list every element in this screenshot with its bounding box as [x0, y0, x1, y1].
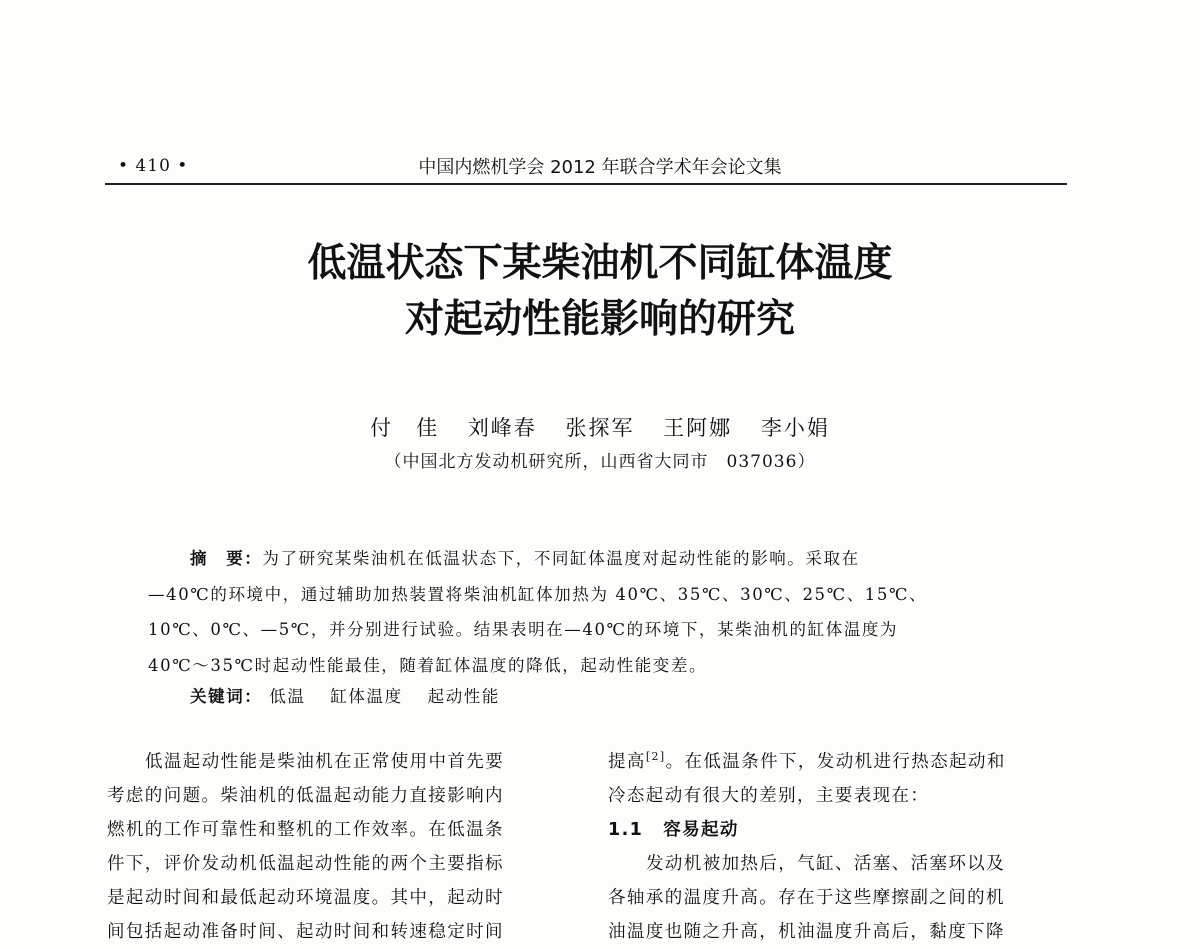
title-line-1: 低温状态下某柴油机不同缸体温度	[307, 241, 893, 286]
body-line: 油温度也随之升高，机油温度升高后，黏度下降	[608, 922, 1005, 942]
abstract-line: 10℃、0℃、—5℃，并分别进行试验。结果表明在—40℃的环境下，某柴油机的缸体温度为	[148, 620, 899, 639]
keywords-label: 关键词：	[190, 687, 263, 706]
body-text: 提高	[608, 752, 646, 772]
citation-ref: [2]	[645, 750, 666, 764]
abstract	[148, 541, 1048, 683]
author: 王阿娜	[663, 416, 733, 440]
body-line: 件下，评价发动机低温起动性能的两个主要指标	[107, 854, 504, 874]
keywords	[190, 683, 518, 707]
body-line: 冷态起动有很大的差别，主要表现在：	[608, 786, 930, 806]
author: 张探军	[565, 416, 635, 440]
author-list	[0, 412, 1200, 442]
abstract-line	[148, 541, 1048, 577]
abstract-text: 为了研究某柴油机在低温状态下，不同缸体温度对起动性能的影响。采取在	[262, 549, 860, 568]
header-rule	[105, 183, 1067, 185]
body-line: 是起动时间和最低起动环境温度。其中，起动时	[107, 888, 504, 908]
author: 李小娟	[760, 416, 830, 440]
abstract-label: 摘 要：	[190, 549, 263, 568]
body-text: 。在低温条件下，发动机进行热态起动和	[665, 752, 1006, 772]
author: 刘峰春	[467, 416, 537, 440]
left-column	[107, 745, 577, 949]
keyword: 起动性能	[427, 687, 500, 706]
running-header: 中国内燃机学会 2012 年联合学术年会论文集	[418, 157, 782, 178]
section-title: 容易起动	[663, 820, 739, 840]
body-line: 间包括起动准备时间、起动时间和转速稳定时间	[107, 922, 504, 942]
section-number: 1.1	[608, 820, 644, 840]
body-line	[608, 745, 1078, 779]
keyword: 缸体温度	[330, 687, 403, 706]
body-line: 考虑的问题。柴油机的低温起动能力直接影响内	[107, 786, 504, 806]
body-line: 各轴承的温度升高。存在于这些摩擦副之间的机	[608, 888, 1005, 908]
affiliation: （中国北方发动机研究所，山西省大同市 037036）	[384, 452, 816, 472]
section-heading	[608, 813, 1078, 847]
page-number: • 410 •	[118, 156, 189, 176]
author: 付 佳	[370, 416, 440, 440]
paper-title	[0, 236, 1200, 348]
title-line-2: 对起动性能影响的研究	[404, 297, 795, 342]
body-line: 燃机的工作可靠性和整机的工作效率。在低温条	[107, 820, 504, 840]
abstract-line: —40℃的环境中，通过辅助加热装置将柴油机缸体加热为 40℃、35℃、30℃、25℃、15℃、	[148, 584, 928, 604]
body-line: 低温起动性能是柴油机在正常使用中首先要	[145, 752, 505, 772]
abstract-line: 40℃～35℃时起动性能最佳，随着缸体温度的降低，起动性能变差。	[148, 655, 708, 675]
body-line: 发动机被加热后，气缸、活塞、活塞环以及	[646, 854, 1006, 874]
keyword: 低温	[269, 687, 306, 706]
right-column	[608, 745, 1078, 949]
